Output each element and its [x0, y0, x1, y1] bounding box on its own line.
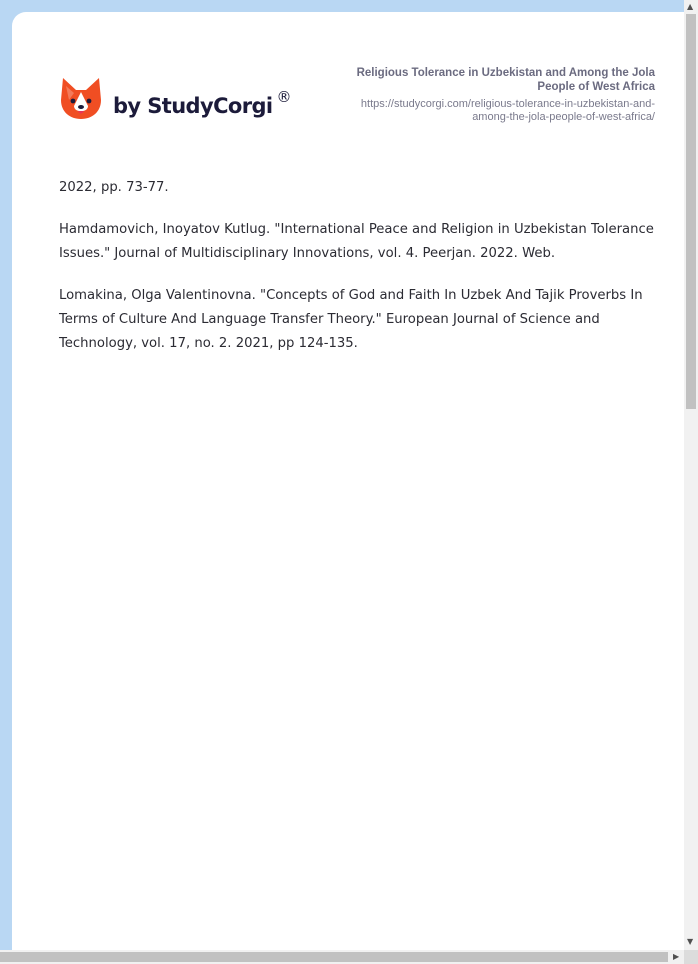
- scroll-down-arrow-icon[interactable]: ▼: [687, 937, 694, 946]
- document-header: [325, 66, 655, 124]
- studycorgi-logo[interactable]: [60, 76, 102, 120]
- document-title: Religious Tolerance in Uzbekistan and Among the Jola People of West Africa: [356, 67, 655, 93]
- brand-text: by StudyCorgi: [113, 94, 273, 118]
- vertical-scrollbar[interactable]: [684, 0, 698, 950]
- horizontal-scrollbar[interactable]: [0, 950, 684, 964]
- scroll-up-arrow-icon[interactable]: ▲: [687, 2, 694, 11]
- scrollbar-corner: [684, 950, 698, 964]
- document-url[interactable]: https://studycorgi.com/religious-tolerance-in-uzbekistan-and-among-the-jola-people-of-west-africa/: [360, 98, 655, 123]
- horizontal-scroll-thumb[interactable]: [0, 952, 668, 962]
- reference-item: Lomakina, Olga Valentinovna. "Concepts of God and Faith In Uzbek And Tajik Proverbs In Terms of Culture And Language Transfer Theory." European Journal of Science and Technology, vol. 17, no. 2. 2021, pp 124-135.: [59, 288, 643, 351]
- registered-mark: ®: [276, 88, 291, 106]
- brand-name[interactable]: [113, 88, 291, 118]
- scroll-right-arrow-icon[interactable]: ▶: [673, 952, 680, 961]
- references-list: [59, 176, 659, 374]
- vertical-scroll-thumb[interactable]: [686, 14, 696, 409]
- reference-item: 2022, pp. 73-77.: [59, 180, 169, 195]
- reference-item: Hamdamovich, Inoyatov Kutlug. "International Peace and Religion in Uzbekistan Tolerance Issues." Journal of Multidisciplinary Innovations, vol. 4. Peerjan. 2022. Web.: [59, 222, 654, 261]
- document-page: [12, 12, 684, 962]
- corgi-icon: [60, 76, 102, 120]
